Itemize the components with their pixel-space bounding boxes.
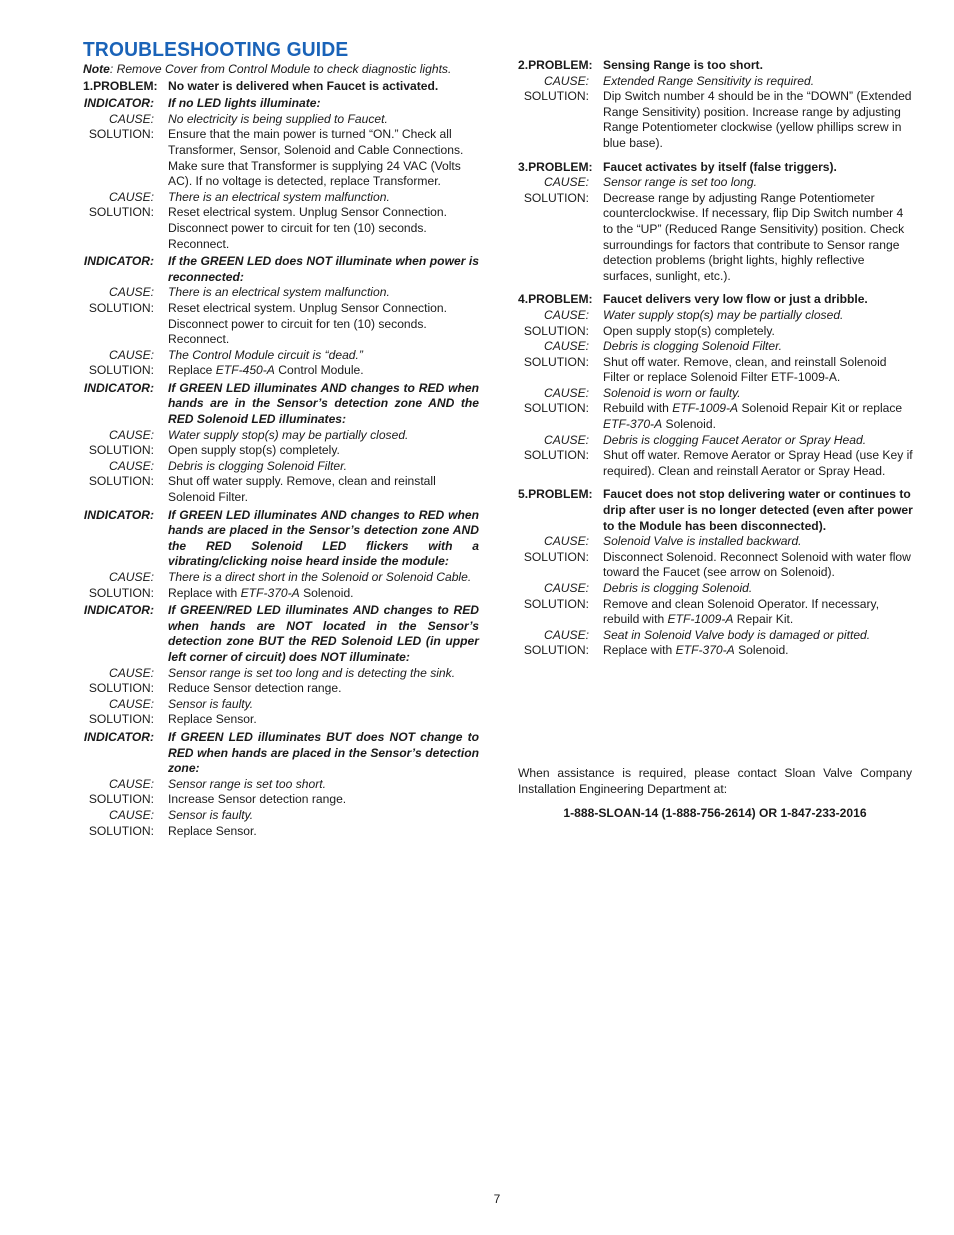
- solution-label: SOLUTION:: [88, 474, 154, 489]
- solution-text: [603, 597, 913, 628]
- problem-entry: [518, 487, 913, 534]
- cause-label: CAUSE:: [108, 427, 154, 442]
- indicator-text: [168, 381, 479, 428]
- text-run: No electricity is being supplied to Faucet.: [168, 111, 388, 126]
- solution-label: SOLUTION:: [523, 549, 589, 564]
- cause-entry: [518, 308, 913, 324]
- cause-text: [603, 339, 913, 355]
- problem-text: [603, 292, 913, 308]
- cause-label: CAUSE:: [108, 189, 154, 204]
- cause-entry: [518, 386, 913, 402]
- text-run: If GREEN/RED LED illuminates AND changes to RED when hands are NOT located in the Sensor’s detection zone BUT the RED Solenoid LED (in upper left corner of circuit) does NOT illuminate:: [168, 603, 479, 664]
- solution-text: [603, 448, 913, 479]
- text-run: No water is delivered when Faucet is activated.: [168, 78, 439, 93]
- indicator-text: [168, 603, 479, 665]
- solution-entry: [83, 205, 479, 252]
- solution-text: [168, 586, 479, 602]
- cause-label: CAUSE:: [108, 696, 154, 711]
- solution-entry: [518, 448, 913, 479]
- cause-entry: [83, 808, 479, 824]
- cause-text: [603, 175, 913, 191]
- text-run: Rebuild with: [603, 401, 673, 416]
- solution-text: [168, 205, 479, 252]
- cause-text: [603, 308, 913, 324]
- cause-label: CAUSE:: [543, 534, 589, 549]
- solution-text: [168, 443, 479, 459]
- problem-text: [603, 58, 913, 74]
- solution-label: SOLUTION:: [523, 448, 589, 463]
- text-run: Shut off water. Remove Aerator or Spray Head (use Key if required). Clean and reinstall Aerator or Spray Head.: [603, 448, 913, 478]
- solution-label: SOLUTION:: [88, 205, 154, 220]
- cause-entry: [83, 348, 479, 364]
- solution-entry: [83, 443, 479, 459]
- solution-text: [603, 550, 913, 581]
- solution-text: [168, 824, 479, 840]
- solution-text: [168, 792, 479, 808]
- text-run: If GREEN LED illuminates AND changes to RED when hands are placed in the Sensor’s detection zone AND the RED Solenoid LED flickers with a vibrating/clicking noise heard inside the module:: [168, 507, 479, 569]
- cause-entry: [83, 190, 479, 206]
- part-number: ETF-1009-A: [672, 401, 739, 416]
- cause-text: [168, 285, 479, 301]
- text-run: There is a direct short in the Solenoid or Solenoid Cable.: [168, 570, 472, 584]
- text-run: Debris is clogging Solenoid Filter.: [603, 339, 783, 354]
- part-number: ETF-370-A: [603, 417, 663, 432]
- text-run: Debris is clogging Solenoid Filter.: [168, 458, 348, 473]
- problem-text: [168, 79, 479, 95]
- cause-label: CAUSE:: [108, 665, 154, 680]
- page-number: 7: [493, 1192, 501, 1206]
- cause-text: [168, 777, 479, 793]
- solution-label: SOLUTION:: [88, 712, 154, 727]
- text-run: Sensor range is set too long and is detecting the sink.: [168, 665, 456, 680]
- text-run: Replace with: [168, 585, 241, 600]
- indicator-entry: [83, 254, 479, 285]
- part-number: ETF-370-A: [675, 643, 735, 658]
- solution-text: [168, 712, 479, 728]
- cause-entry: [83, 112, 479, 128]
- section-spacer: [518, 284, 913, 290]
- solution-label: SOLUTION:: [523, 401, 589, 416]
- part-number: ETF-1009-A: [667, 612, 734, 627]
- cause-text: [168, 697, 479, 713]
- cause-text: [168, 459, 479, 475]
- solution-label: SOLUTION:: [88, 792, 154, 807]
- solution-text: [168, 127, 479, 189]
- solution-text: [603, 643, 913, 659]
- cause-label: CAUSE:: [543, 73, 589, 88]
- solution-label: SOLUTION:: [523, 323, 589, 338]
- text-run: Solenoid.: [662, 417, 716, 432]
- cause-entry: [518, 339, 913, 355]
- indicator-entry: [83, 603, 479, 665]
- solution-entry: [518, 643, 913, 659]
- text-run: Disconnect Solenoid. Reconnect Solenoid with water flow toward the Faucet (see arrow on Solenoid).: [603, 549, 911, 580]
- text-run: Faucet does not stop delivering water or continues to drip after user is no longer detected (even after power to the Module has been disconnected).: [603, 487, 913, 533]
- contact-phone: 1-888-SLOAN-14 (1-888-756-2614) OR 1-847-233-2016: [563, 806, 867, 820]
- text-run: Faucet delivers very low flow or just a dribble.: [603, 292, 868, 307]
- cause-entry: [83, 666, 479, 682]
- solution-entry: [83, 127, 479, 189]
- cause-entry: [518, 534, 913, 550]
- solution-entry: [83, 474, 479, 505]
- solution-entry: [518, 89, 913, 151]
- indicator-label: INDICATOR:: [83, 96, 154, 111]
- section-spacer: [518, 152, 913, 158]
- cause-entry: [83, 570, 479, 586]
- text-run: Sensing Range is too short.: [603, 58, 763, 72]
- note-label: Note: [83, 62, 110, 76]
- cause-entry: [518, 175, 913, 191]
- text-run: Control Module.: [274, 363, 364, 378]
- text-run: Open supply stop(s) completely.: [603, 323, 775, 338]
- solution-text: [603, 324, 913, 340]
- solution-entry: [83, 712, 479, 728]
- text-run: Sensor range is set too long.: [603, 175, 757, 190]
- text-run: Solenoid.: [734, 643, 789, 658]
- text-run: Debris is clogging Solenoid.: [603, 581, 753, 595]
- text-run: Solenoid is worn or faulty.: [603, 385, 741, 400]
- indicator-label: INDICATOR:: [83, 507, 154, 522]
- cause-label: CAUSE:: [543, 175, 589, 190]
- cause-entry: [83, 697, 479, 713]
- indicator-label: INDICATOR:: [83, 603, 154, 618]
- cause-label: CAUSE:: [543, 307, 589, 322]
- cause-text: [603, 386, 913, 402]
- text-run: Replace Sensor.: [168, 823, 257, 838]
- indicator-entry: [83, 730, 479, 777]
- cause-entry: [518, 628, 913, 644]
- solution-label: SOLUTION:: [88, 681, 154, 696]
- cause-entry: [83, 459, 479, 475]
- left-column: [83, 0, 479, 839]
- cause-label: CAUSE:: [108, 776, 154, 791]
- solution-entry: [518, 355, 913, 386]
- solution-entry: [518, 550, 913, 581]
- solution-text: [168, 301, 479, 348]
- cause-label: CAUSE:: [543, 432, 589, 447]
- text-run: Ensure that the main power is turned “ON.” Check all Transformer, Sensor, Solenoid and Cable Connections. Make sure that Transformer is supplying 24 VAC (Volts AC). If no voltage is detected, replace Transformer.: [168, 127, 464, 189]
- solution-text: [603, 355, 913, 386]
- right-troubleshooting-list: [518, 58, 913, 659]
- text-run: Water supply stop(s) may be partially closed.: [168, 427, 409, 442]
- text-run: Open supply stop(s) completely.: [168, 443, 340, 458]
- cause-text: [603, 534, 913, 550]
- indicator-text: [168, 254, 479, 285]
- solution-entry: [518, 401, 913, 432]
- text-run: Solenoid.: [299, 585, 354, 600]
- cause-text: [603, 433, 913, 449]
- problem-entry: [518, 58, 913, 74]
- problem-label: 3.PROBLEM:: [518, 159, 593, 174]
- indicator-entry: [83, 96, 479, 112]
- cause-text: [603, 628, 913, 644]
- solution-label: SOLUTION:: [88, 300, 154, 315]
- part-number: ETF-370-A: [240, 585, 300, 600]
- cause-text: [603, 74, 913, 90]
- text-run: Debris is clogging Faucet Aerator or Spray Head.: [603, 432, 867, 447]
- text-run: Reduce Sensor detection range.: [168, 681, 342, 696]
- text-run: Sensor is faulty.: [168, 696, 254, 711]
- cause-entry: [518, 433, 913, 449]
- indicator-entry: [83, 381, 479, 428]
- text-run: If GREEN LED illuminates BUT does NOT change to RED when hands are placed in the Sensor’s detection zone:: [168, 729, 479, 776]
- indicator-label: INDICATOR:: [83, 380, 154, 395]
- text-run: Dip Switch number 4 should be in the “DOWN” (Extended Range Sensitivity) position. Increase range by adjusting Range Potentiometer clockwise (yellow phillips screw in blue base).: [603, 89, 912, 150]
- cause-text: [168, 348, 479, 364]
- right-column: [518, 58, 913, 659]
- solution-label: SOLUTION:: [523, 596, 589, 611]
- text-run: Replace with: [603, 643, 676, 658]
- solution-entry: [83, 363, 479, 379]
- solution-label: SOLUTION:: [88, 443, 154, 458]
- problem-entry: [518, 292, 913, 308]
- cause-label: CAUSE:: [108, 807, 154, 822]
- cause-entry: [83, 285, 479, 301]
- cause-entry: [518, 581, 913, 597]
- cause-label: CAUSE:: [108, 347, 154, 362]
- solution-entry: [83, 586, 479, 602]
- text-run: Shut off water. Remove, clean, and reinstall Solenoid Filter or replace Solenoid Filter ETF-1009-A.: [603, 354, 887, 385]
- solution-label: SOLUTION:: [523, 354, 589, 369]
- text-run: If the GREEN LED does NOT illuminate when power is reconnected:: [168, 254, 479, 284]
- text-run: Sensor is faulty.: [168, 807, 254, 822]
- text-run: There is an electrical system malfunction.: [168, 285, 390, 300]
- indicator-label: INDICATOR:: [83, 254, 154, 269]
- cause-text: [168, 666, 479, 682]
- cause-label: CAUSE:: [108, 285, 154, 300]
- text-run: Seat in Solenoid Valve body is damaged or pitted.: [603, 627, 871, 642]
- indicator-entry: [83, 508, 479, 570]
- solution-text: [603, 401, 913, 432]
- solution-text: [603, 89, 913, 151]
- cause-label: CAUSE:: [543, 385, 589, 400]
- cause-text: [603, 581, 913, 597]
- cause-entry: [518, 74, 913, 90]
- text-run: Increase Sensor detection range.: [168, 792, 347, 807]
- solution-entry: [518, 191, 913, 285]
- text-run: Decrease range by adjusting Range Potentiometer counterclockwise. If necessary, flip Dip Switch number 4 to the “UP” (Reduced Range Sensitivity) position. Check surroundings for factors that contribute to Sensor range detection problems (bright lights, highly reflective surfaces, sunlight, etc.).: [603, 190, 905, 283]
- cause-label: CAUSE:: [108, 111, 154, 126]
- solution-label: SOLUTION:: [523, 643, 589, 658]
- cause-label: CAUSE:: [543, 339, 589, 354]
- problem-entry: [518, 160, 913, 176]
- problem-label: 2.PROBLEM:: [518, 58, 593, 72]
- problem-label: 1.PROBLEM:: [83, 78, 158, 93]
- diagnostic-note: [83, 62, 479, 78]
- text-run: Remove and clean Solenoid Operator. If necessary, rebuild with: [603, 596, 880, 627]
- cause-label: CAUSE:: [108, 458, 154, 473]
- contact-text: When assistance is required, please contact Sloan Valve Company Installation Engineering Department at:: [518, 766, 912, 796]
- cause-entry: [83, 428, 479, 444]
- problem-entry: [83, 79, 479, 95]
- text-run: Replace: [168, 363, 216, 378]
- note-text: : Remove Cover from Control Module to check diagnostic lights.: [109, 62, 452, 76]
- solution-label: SOLUTION:: [523, 190, 589, 205]
- text-run: Extended Range Sensitivity is required.: [603, 73, 815, 88]
- indicator-label: INDICATOR:: [83, 729, 154, 744]
- text-run: If GREEN LED illuminates AND changes to RED when hands are in the Sensor’s detection zone AND the RED Solenoid LED illuminates:: [168, 380, 479, 427]
- problem-text: [603, 160, 913, 176]
- part-number: ETF-450-A: [215, 363, 275, 378]
- text-run: There is an electrical system malfunction.: [168, 189, 390, 204]
- text-run: Faucet activates by itself (false triggers).: [603, 159, 837, 174]
- solution-text: [603, 191, 913, 285]
- cause-label: CAUSE:: [543, 627, 589, 642]
- solution-label: SOLUTION:: [88, 823, 154, 838]
- text-run: Replace Sensor.: [168, 712, 257, 727]
- solution-label: SOLUTION:: [88, 127, 154, 142]
- solution-text: [168, 363, 479, 379]
- text-run: Shut off water supply. Remove, clean and reinstall Solenoid Filter.: [168, 474, 436, 505]
- cause-text: [168, 570, 479, 586]
- solution-label: SOLUTION:: [523, 89, 589, 104]
- section-spacer: [518, 479, 913, 485]
- problem-label: 5.PROBLEM:: [518, 487, 593, 502]
- text-run: The Control Module circuit is “dead.”: [168, 347, 363, 362]
- cause-text: [168, 428, 479, 444]
- indicator-text: [168, 730, 479, 777]
- text-run: If no LED lights illuminate:: [168, 96, 321, 111]
- text-run: Reset electrical system. Unplug Sensor Connection. Disconnect power to circuit for ten (10) seconds. Reconnect.: [168, 205, 447, 251]
- cause-text: [168, 190, 479, 206]
- solution-entry: [83, 792, 479, 808]
- solution-label: SOLUTION:: [88, 585, 154, 600]
- left-troubleshooting-list: [83, 79, 479, 840]
- cause-label: CAUSE:: [108, 570, 154, 584]
- solution-text: [168, 474, 479, 505]
- problem-text: [603, 487, 913, 534]
- solution-entry: [83, 301, 479, 348]
- solution-entry: [83, 681, 479, 697]
- cause-entry: [83, 777, 479, 793]
- text-run: Sensor range is set too short.: [168, 776, 326, 791]
- cause-label: CAUSE:: [543, 581, 589, 595]
- solution-entry: [518, 324, 913, 340]
- text-run: Repair Kit.: [733, 612, 794, 627]
- cause-text: [168, 112, 479, 128]
- text-run: Solenoid Repair Kit or replace: [738, 401, 903, 416]
- indicator-text: [168, 508, 479, 570]
- solution-entry: [83, 824, 479, 840]
- text-run: Water supply stop(s) may be partially closed.: [603, 307, 844, 322]
- page-title: TROUBLESHOOTING GUIDE: [83, 39, 349, 61]
- solution-label: SOLUTION:: [88, 363, 154, 378]
- text-run: Solenoid Valve is installed backward.: [603, 534, 802, 549]
- indicator-text: [168, 96, 479, 112]
- solution-text: [168, 681, 479, 697]
- cause-text: [168, 808, 479, 824]
- problem-label: 4.PROBLEM:: [518, 292, 593, 307]
- solution-entry: [518, 597, 913, 628]
- text-run: Reset electrical system. Unplug Sensor Connection. Disconnect power to circuit for ten (10) seconds. Reconnect.: [168, 300, 447, 347]
